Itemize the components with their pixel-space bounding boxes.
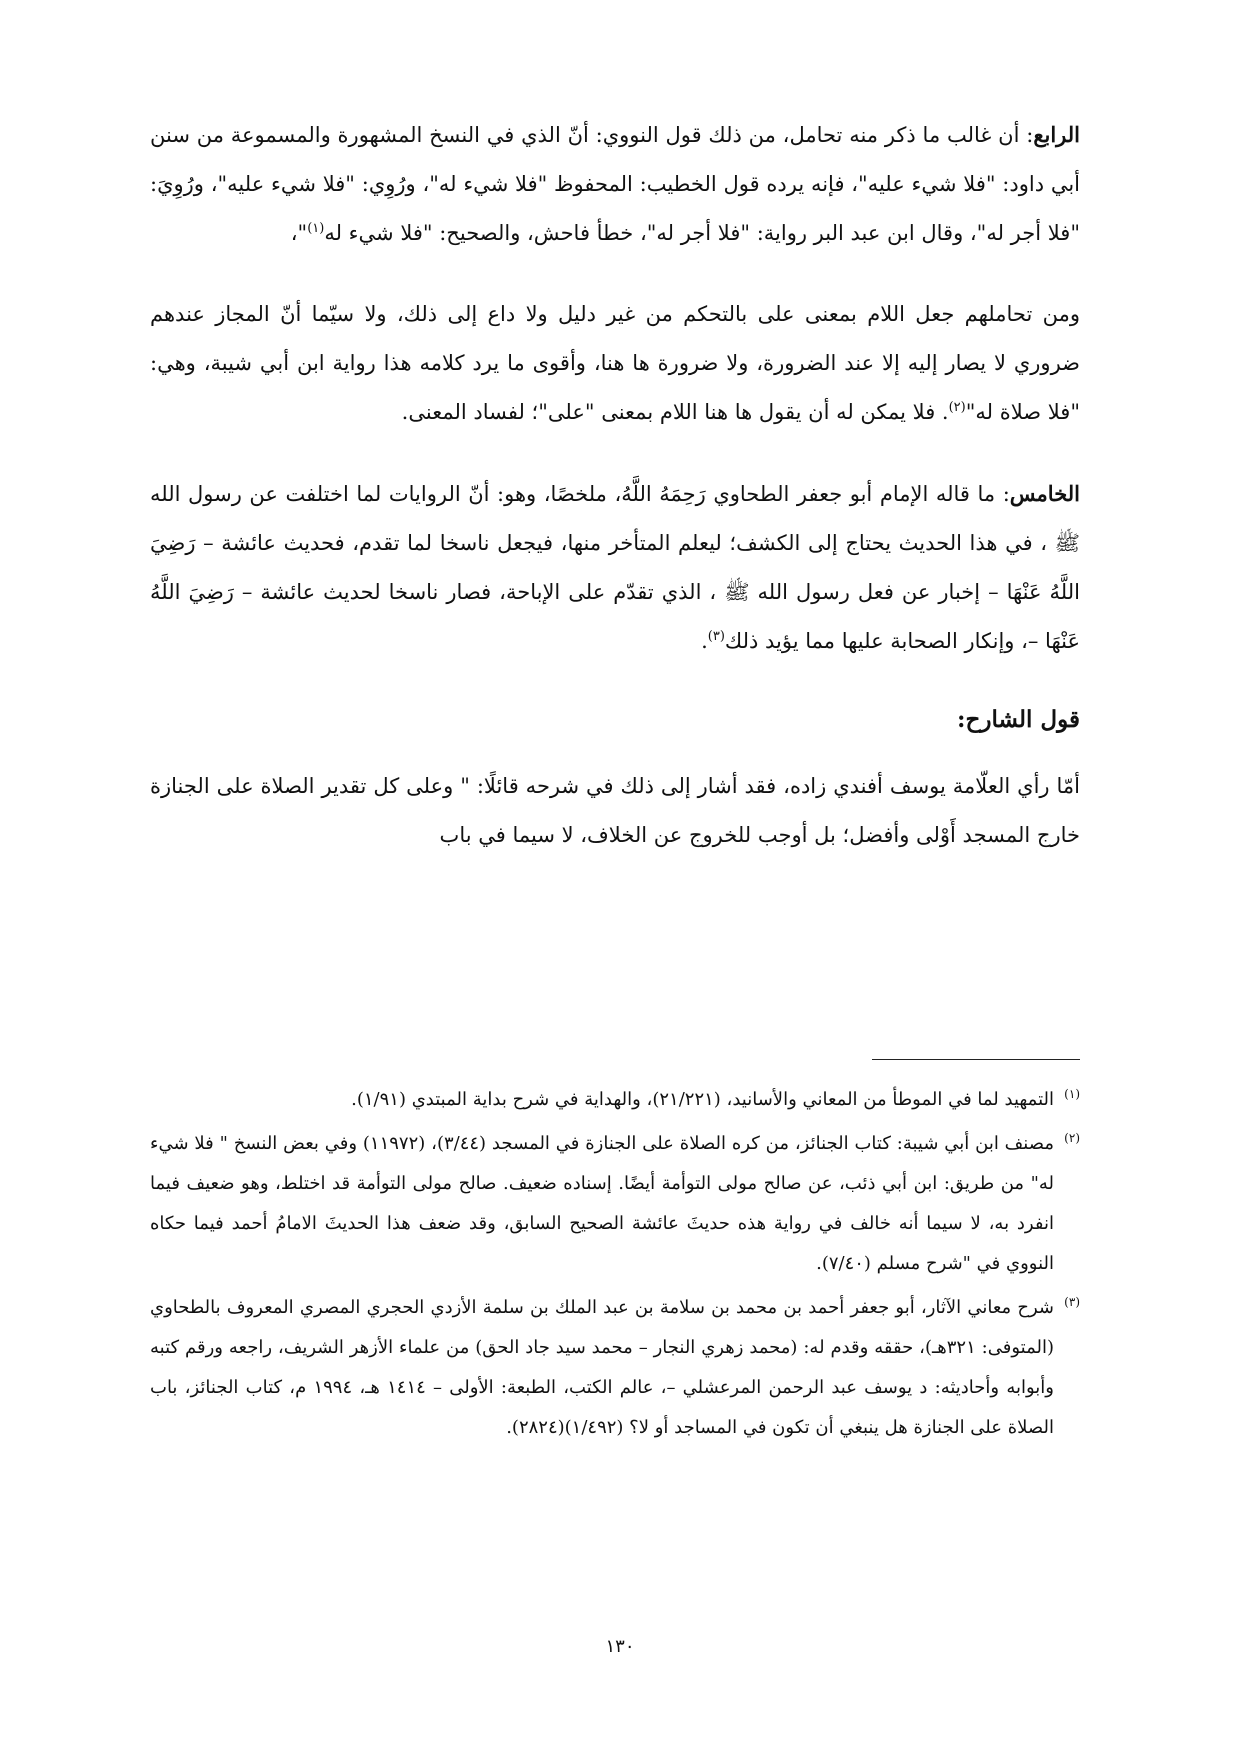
footnote-reference[interactable]: (٣) (707, 629, 725, 644)
paragraph-tail: . فلا يمكن له أن يقول ها هنا اللام بمعنى "على"؛ لفساد المعنى. (401, 400, 949, 424)
footnote-divider (872, 1059, 1080, 1060)
footnote-number: (٣) (1064, 1295, 1080, 1309)
paragraph-fourth (150, 110, 1080, 258)
paragraph-lead: الخامس (1009, 481, 1080, 506)
paragraph-lead: الرابع (1033, 122, 1080, 147)
footnote-item (150, 1288, 1080, 1448)
footnote-number: (٢) (1064, 1131, 1080, 1145)
paragraph-text: : ما قاله الإمام أبو جعفر الطحاوي رَحِمَهُ اللَّهُ، ملخصًا، وهو: أنّ الروايات لما اختلفت عن رسول الله ﷺ ، في هذا الحديث يحتاج إلى الكشف؛ ليعلم المتأخر منها، فيجعل ناسخا لما تقدم، فحديث عائشة – رَضِيَ اللَّهُ عَنْهَا – إخبار عن فعل رسول الله ﷺ ، الذي تقدّم على الإباحة، فصار ناسخا لحديث عائشة – رَضِيَ اللَّهُ عَنْهَا –، وإنكار الصحابة عليها مما يؤيد ذلك (150, 482, 1080, 653)
paragraph-commentator (150, 762, 1080, 860)
paragraph-fifth (150, 469, 1080, 666)
footnote-text: التمهيد لما في الموطأ من المعاني والأسانيد، (٢١/٢٢١)، والهداية في شرح بداية المبتدي (١/٩١). (351, 1089, 1054, 1110)
paragraph-tahamul (150, 290, 1080, 437)
section-heading: قول الشارح: (957, 706, 1080, 733)
footnote-reference[interactable]: (١) (307, 221, 325, 236)
footnote-text: شرح معاني الآثار، أبو جعفر أحمد بن محمد بن سلامة بن عبد الملك بن سلمة الأزدي الحجري المصري المعروف بالطحاوي (المتوفى: ٣٢١هـ)، حققه وقدم له: (محمد زهري النجار – محمد سيد جاد الحق) من علماء الأزهر الشريف، راجعه ورقم كتبه وأبوابه وأحاديثه: د يوسف عبد الرحمن المرعشلي –، عالم الكتب، الطبعة: الأولى – ١٤١٤ هـ، ١٩٩٤ م، كتاب الجنائز، باب الصلاة على الجنازة هل ينبغي أن تكون في المساجد أو لا؟ (١/٤٩٢)(٢٨٢٤). (150, 1297, 1054, 1438)
footnotes (150, 1080, 1080, 1452)
paragraph-tail: "، (290, 221, 308, 245)
paragraph-tail: . (701, 629, 708, 653)
paragraph-text: ومن تحاملهم جعل اللام بمعنى على بالتحكم من غير دليل ولا داع إلى ذلك، ولا سيّما أنّ المجاز عندهم ضروري لا يصار إليه إلا عند الضرورة، ولا ضرورة ها هنا، وأقوى ما يرد كلامه هذا رواية ابن أبي شيبة، وهي: "فلا صلاة له" (150, 302, 1080, 424)
footnote-reference[interactable]: (٢) (948, 400, 966, 415)
footnote-number: (١) (1064, 1087, 1080, 1101)
footnote-text: مصنف ابن أبي شيبة: كتاب الجنائز، من كره الصلاة على الجنازة في المسجد (٣/٤٤)، (١١٩٧٢) وفي بعض النسخ " فلا شيء له" من طريق: ابن أبي ذئب، عن صالح مولى التوأمة أيضًا. إسناده ضعيف. صالح مولى التوأمة قد اختلط، وهو ضعيف فيما انفرد به، لا سيما أنه خالف في رواية هذه حديثَ عائشة الصحيح السابق، وقد ضعف هذا الحديثَ الامامُ أحمد فيما حكاه النووي في "شرح مسلم (٧/٤٠). (150, 1133, 1054, 1274)
paragraph-text: أمّا رأي العلّامة يوسف أفندي زاده، فقد أشار إلى ذلك في شرحه قائلًا: " وعلى كل تقدير الصلاة على الجنازة خارج المسجد أَوْلى وأفضل؛ بل أوجب للخروج عن الخلاف، لا سيما في باب (150, 774, 1080, 847)
page-number: ١٣٠ (605, 1636, 635, 1657)
footnote-item (150, 1124, 1080, 1284)
paragraph-text: : أن غالب ما ذكر منه تحامل، من ذلك قول النووي: أنّ الذي في النسخ المشهورة والمسموعة من سنن أبي داود: "فلا شيء عليه"، فإنه يرده قول الخطيب: المحفوظ "فلا شيء له"، ورُوِي: "فلا شيء عليه"، ورُوِيَ: "فلا أجر له"، وقال ابن عبد البر رواية: "فلا أجر له"، خطأ فاحش، والصحيح: "فلا شيء له (150, 123, 1080, 245)
main-text (150, 110, 1080, 860)
footnote-item (150, 1080, 1080, 1120)
